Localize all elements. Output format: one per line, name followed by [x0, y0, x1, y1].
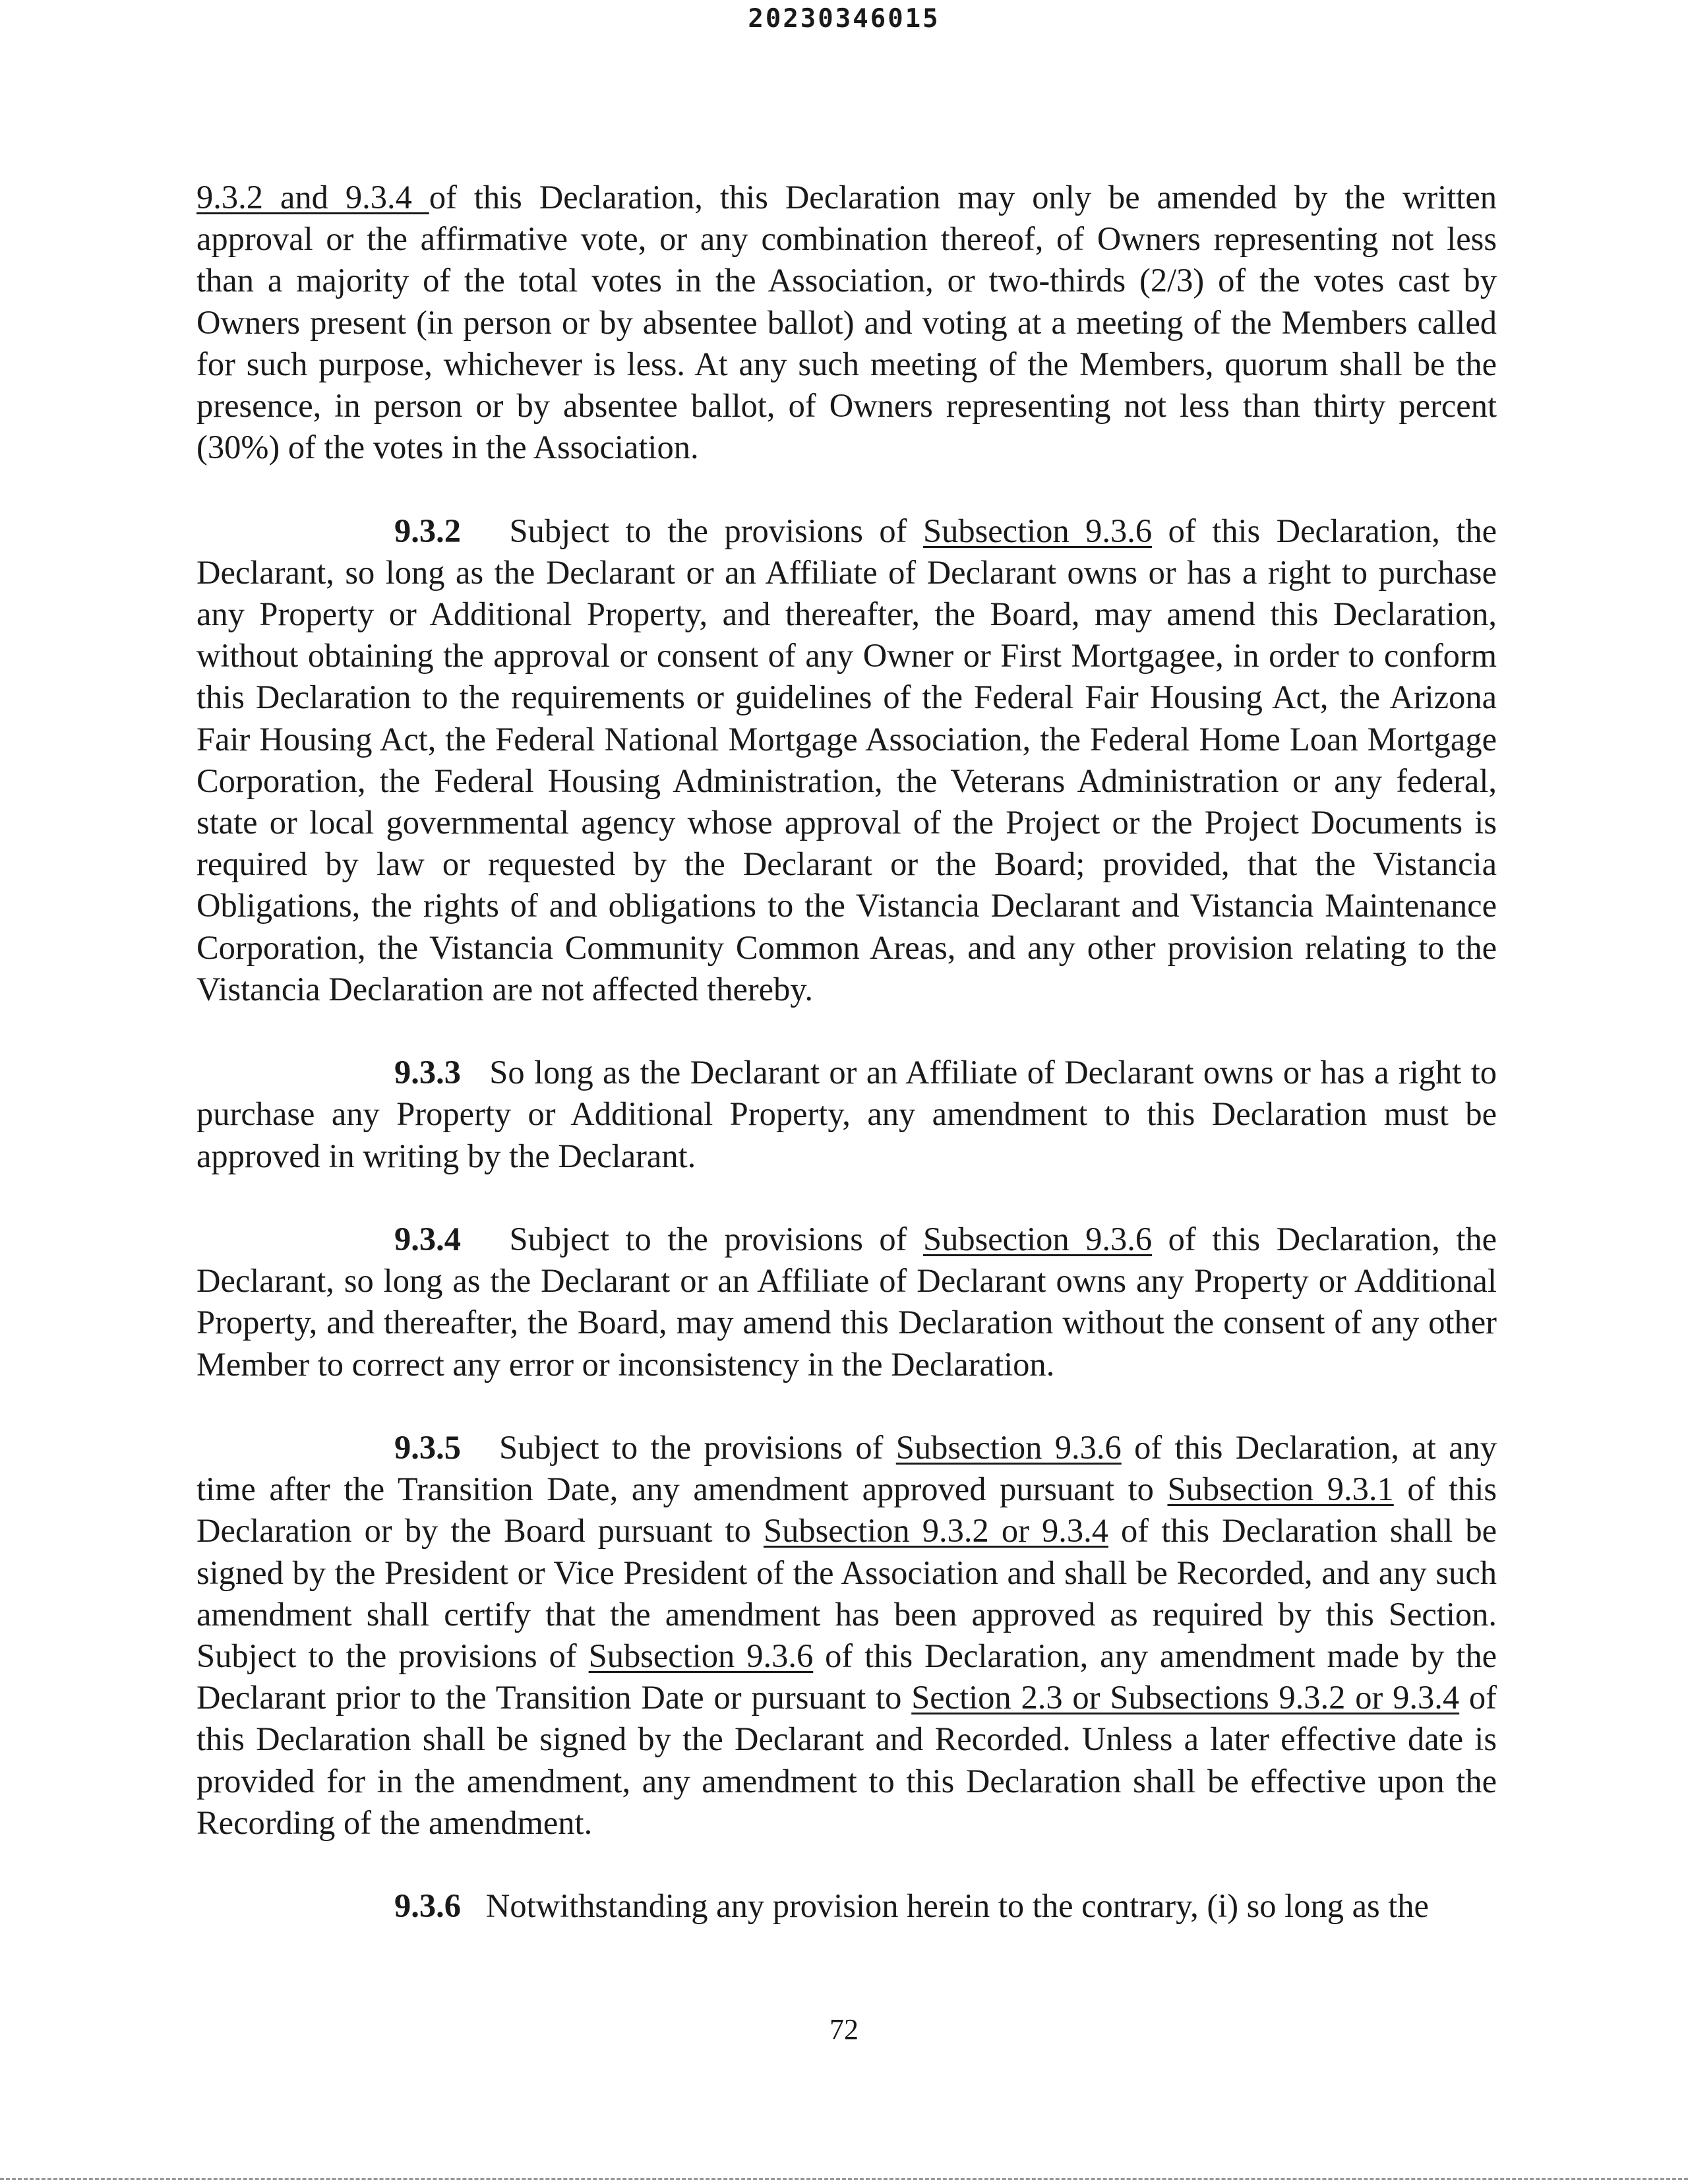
paragraph-text: of this Declaration, the Declarant, so long as the Declarant or an Affiliate of Declarant owns or has a right to purchase any Property or Additional Property, and thereafter, the Board, may amend this Declaration, without obtaining the approval or consent of any Owner or First Mortgagee, in order to conform this Declaration to the requirements or guidelines of the Federal Fair Housing Act, the Arizona Fair Housing Act, the Federal National Mortgage Association, the Federal Home Loan Mortgage Corporation, the Federal Housing Administration, the Veterans Administration or any federal, state or local governmental agency whose approval of the Project or the Project Documents is required by law or requested by the Declarant or the Board; provided, that the Vistancia Obligations, the rights of and obligations to the Vistancia Declarant and Vistancia Maintenance Corporation, the Vistancia Community Common Areas, and any other provision relating to the Vistancia Declaration are not affected thereby.	[196, 512, 1497, 1008]
subsection-number: 9.3.4	[394, 1221, 461, 1258]
page-number: 72	[829, 2013, 859, 2046]
paragraph-text: of this Declaration, this Declaration may only be amended by the written approval or the affirmative vote, or any combination thereof, of Owners representing not less than a majority of the total votes in the Association, or two-thirds (2/3) of the votes cast by Owners present (in person or by absentee ballot) and voting at a meeting of the Members called for such purpose, whichever is less. At any such meeting of the Members, quorum shall be the presence, in person or by absentee ballot, of Owners representing not less than thirty percent (30%) of the votes in the Association.	[196, 179, 1497, 466]
paragraph-text: of this Declaration shall be signed by the President or Vice President of the Association and shall be Recorded, and any such amendment shall certify that the amendment has been approved as required by this Section. Subject to the provisions of	[196, 1512, 1497, 1675]
cross-reference: 9.3.2 and 9.3.4	[196, 179, 429, 216]
paragraph-text: Subject to the provisions of	[509, 512, 923, 549]
cross-reference: Subsection 9.3.6	[922, 512, 1153, 549]
document-number: 20230346015	[748, 4, 940, 34]
subsection-number: 9.3.3	[394, 1054, 461, 1091]
paragraph-continuation	[196, 177, 1497, 468]
cross-reference: Subsection 9.3.6	[588, 1637, 814, 1675]
paragraph-text: Subject to the provisions of	[499, 1429, 896, 1467]
paragraph-text: of this Declaration or by the Board pursuant to	[196, 1471, 1497, 1550]
subsection-9-3-2	[196, 510, 1497, 1010]
cross-reference: Subsection 9.3.2 or 9.3.4	[764, 1512, 1108, 1550]
paragraph-text: Notwithstanding any provision herein to the contrary, (i) so long as the	[485, 1887, 1429, 1925]
cross-reference: Section 2.3 or Subsections 9.3.2 or 9.3.4	[911, 1679, 1460, 1716]
paragraph-text: of this Declaration shall be signed by the Declarant and Recorded. Unless a later effective date is provided for in the amendment, any amendment to this Declaration shall be effective upon the Recording of the amendment.	[196, 1679, 1497, 1841]
cross-reference: Subsection 9.3.6	[895, 1429, 1122, 1467]
paragraph-text: of this Declaration, any amendment made by the Declarant prior to the Transition Date or pursuant to	[196, 1637, 1497, 1716]
subsection-9-3-5	[196, 1427, 1497, 1844]
paragraph-text: Subject to the provisions of	[509, 1221, 923, 1258]
scan-edge-divider	[0, 2178, 1688, 2180]
subsection-9-3-6	[196, 1885, 1497, 1927]
paragraph-text: of this Declaration, the Declarant, so long as the Declarant or an Affiliate of Declarant owns any Property or Additional Property, and thereafter, the Board, may amend this Declaration without the consent of any other Member to correct any error or inconsistency in the Declaration.	[196, 1221, 1497, 1383]
cross-reference: Subsection 9.3.1	[1167, 1471, 1394, 1508]
subsection-number: 9.3.2	[394, 512, 461, 549]
paragraph-text: of this Declaration, at any time after the Transition Date, any amendment approved pursuant to	[196, 1429, 1497, 1508]
cross-reference: Subsection 9.3.6	[922, 1221, 1153, 1258]
paragraph-text: So long as the Declarant or an Affiliate of Declarant owns or has a right to purchase any Property or Additional Property, any amendment to this Declaration must be approved in writing by the Declarant.	[196, 1054, 1497, 1174]
subsection-number: 9.3.6	[394, 1887, 461, 1925]
subsection-number: 9.3.5	[394, 1429, 461, 1467]
subsection-9-3-4	[196, 1219, 1497, 1385]
document-body	[196, 177, 1497, 1969]
subsection-9-3-3	[196, 1052, 1497, 1177]
